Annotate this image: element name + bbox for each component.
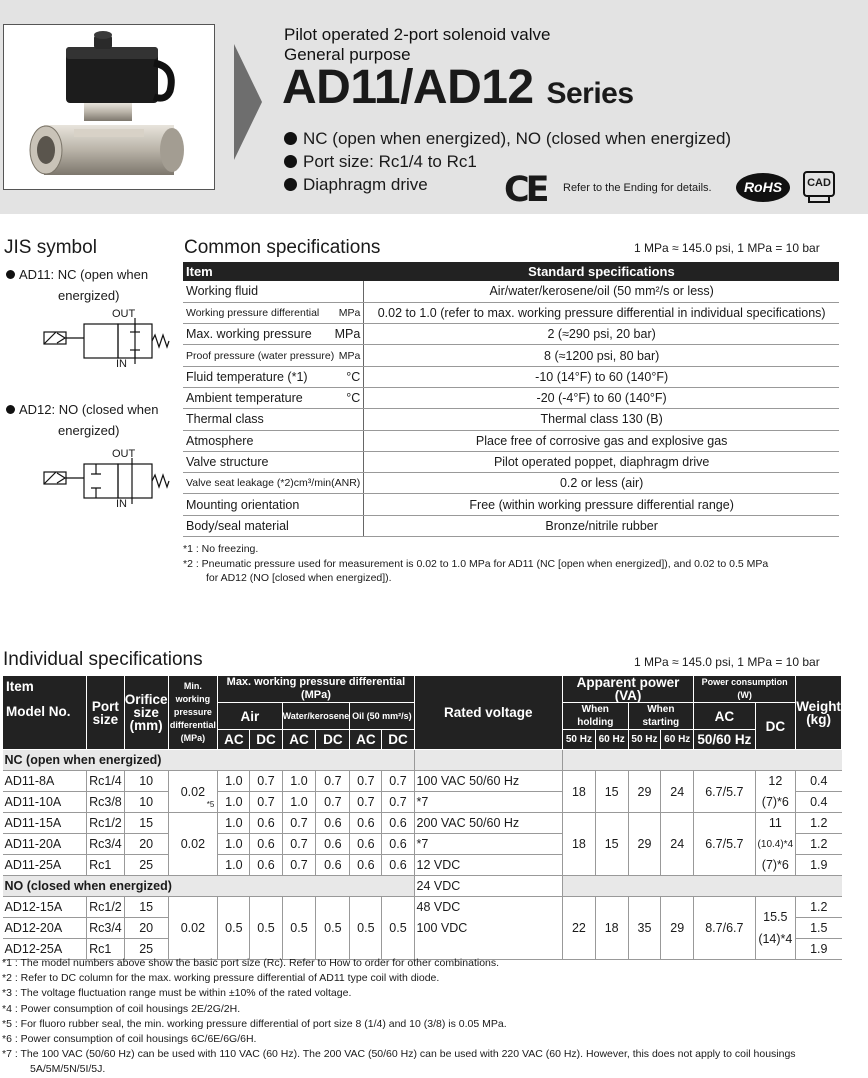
spec-item-value: 2 (≈290 psi, 20 bar) [364, 324, 839, 345]
feature-item: NC (open when energized), NO (closed when energized) [284, 127, 731, 150]
bullet-icon [284, 178, 297, 191]
note-5: *5 : For fluoro rubber seal, the min. working pressure differential of port size 8 (1/4) and 10 (3/8) is 0.05 MPa. [2, 1017, 507, 1030]
feature-item: Diaphragm drive [284, 173, 731, 196]
h-water: Water/kerosene [282, 703, 350, 730]
spec-item-label: Max. working pressure MPa [183, 324, 364, 345]
h-port-size: Port size [87, 676, 125, 750]
h-holding-60: 60 Hz [595, 730, 628, 750]
bullet-icon [284, 132, 297, 145]
note-7: *7 : The 100 VAC (50/60 Hz) can be used with 110 VAC (60 Hz). The 200 VAC (50/60 Hz) can be used with 220 VAC (60 Hz). However, this does not apply to coil housings 5A/5M/5N/5I/5J. [2, 1048, 796, 1076]
spec-item-value: Pilot operated poppet, diaphragm drive [364, 451, 839, 472]
ad11-valve-symbol-icon: OUT IN [40, 306, 170, 377]
table-row [183, 494, 839, 515]
subtitle-line2: General purpose [284, 45, 411, 64]
spec-item-label: Fluid temperature (*1) °C [183, 366, 364, 387]
series-suffix: Series [546, 77, 634, 110]
group-row-no: NO (closed when energized) 24 VDC [3, 876, 842, 897]
note-2: *2 : Refer to DC column for the max. working pressure differential of AD11 type coil with diode. [2, 972, 440, 985]
spec-item-value: Bronze/nitrile rubber [364, 515, 839, 536]
solenoid-valve-illustration [4, 25, 214, 189]
jis-symbol-title: JIS symbol [4, 237, 97, 258]
spec-item-label: Body/seal material [183, 515, 364, 536]
h-power-consumption: Power consumption (W) [694, 676, 796, 703]
spec-item-value: Place free of corrosive gas and explosive gas [364, 430, 839, 451]
table-row: AD11-10A Rc3/8 10 1.0 0.7 1.0 0.7 0.7 0.7 *7 (7)*6 0.4 [3, 792, 842, 813]
spec-item-value: 0.02 to 1.0 (refer to max. working pressure differential in individual specifications) [364, 302, 839, 323]
table-row [183, 409, 839, 430]
table-row: AD11-8A Rc1/4 10 0.02 *5 1.0 0.7 1.0 0.7 0.7 0.7 100 VAC 50/60 Hz 18 15 29 24 6.7/5.7 12 0.4 [3, 771, 842, 792]
h-dc-power: DC [755, 703, 796, 750]
h-ac-power: AC [694, 703, 755, 730]
subtitle-line1: Pilot operated 2-port solenoid valve [284, 25, 551, 44]
common-unit-conversion: 1 MPa ≈ 145.0 psi, 1 MPa = 10 bar [634, 241, 820, 255]
table-row [183, 366, 839, 387]
spec-item-value: Thermal class 130 (B) [364, 409, 839, 430]
spec-item-label: Mounting orientation [183, 494, 364, 515]
h-starting: When starting [628, 703, 694, 730]
bullet-icon [284, 155, 297, 168]
bullet-icon [6, 270, 15, 279]
h-item-model: Item Model No. [3, 676, 87, 750]
h-starting-50: 50 Hz [628, 730, 661, 750]
h-ac-freq: 50/60 Hz [694, 730, 755, 750]
spec-item-value: Free (within working pressure differential range) [364, 494, 839, 515]
h-orifice-size: Orifice size (mm) [124, 676, 168, 750]
col-item: Item [183, 262, 364, 281]
ad12-symbol-label: AD12: NO (closed when energized) [6, 399, 158, 441]
spec-item-label: Thermal class [183, 409, 364, 430]
table-row [183, 387, 839, 408]
table-row: AD12-25A Rc1 25 1.9 [3, 939, 842, 960]
table-row: AD11-25A Rc1 25 1.0 0.6 0.7 0.6 0.6 0.6 12 VDC (7)*6 1.9 [3, 855, 842, 876]
table-row: AD11-15A Rc1/2 15 0.02 1.0 0.6 0.7 0.6 0.6 0.6 200 VAC 50/60 Hz 18 15 29 24 6.7/5.7 11 1.2 [3, 813, 842, 834]
h-starting-60: 60 Hz [661, 730, 694, 750]
note-4: *4 : Power consumption of coil housings 2E/2G/2H. [2, 1002, 241, 1015]
table-row [183, 324, 839, 345]
spec-item-value: Air/water/kerosene/oil (50 mm²/s or less) [364, 281, 839, 302]
common-note-2-cont: for AD12 (NO [closed when energized]). [206, 572, 392, 584]
table-row: AD12-15A Rc1/2 15 0.02 0.5 0.5 0.5 0.5 0.5 0.5 48 VDC 22 18 35 29 8.7/6.7 15.5 (14)*4 1.2 [3, 897, 842, 918]
spec-item-label: Ambient temperature °C [183, 387, 364, 408]
spec-item-value: 0.2 or less (air) [364, 473, 839, 494]
h-oil-ac: AC [350, 730, 382, 750]
common-spec-table [183, 262, 839, 537]
table-row [183, 515, 839, 536]
h-rated-voltage: Rated voltage [414, 676, 562, 750]
series-name: AD11/AD12 [282, 61, 534, 114]
h-holding-50: 50 Hz [563, 730, 596, 750]
h-air-dc: DC [250, 730, 282, 750]
rohs-badge-icon: RoHS [736, 173, 790, 202]
table-row [183, 451, 839, 472]
cad-download-icon[interactable]: CAD [803, 171, 835, 197]
spec-item-value: 8 (≈1200 psi, 80 bar) [364, 345, 839, 366]
individual-spec-table [2, 675, 842, 960]
h-water-ac: AC [282, 730, 316, 750]
h-air-ac: AC [218, 730, 250, 750]
col-standard-spec: Standard specifications [364, 262, 839, 281]
individual-spec-title: Individual specifications [3, 649, 203, 670]
header-arrow [234, 44, 262, 160]
table-row: AD11-20A Rc3/4 20 1.0 0.6 0.7 0.6 0.6 0.6 *7 (10.4)*4 1.2 [3, 834, 842, 855]
table-row [183, 473, 839, 494]
note-6: *6 : Power consumption of coil housings 6C/6E/6G/6H. [2, 1033, 257, 1046]
table-row [183, 430, 839, 451]
spec-item-value: -10 (14°F) to 60 (140°F) [364, 366, 839, 387]
spec-item-label: Working pressure differential MPa [183, 302, 364, 323]
individual-notes [2, 956, 847, 1078]
h-oil: Oil (50 mm²/s) [350, 703, 414, 730]
h-apparent-power: Apparent power (VA) [563, 676, 694, 703]
ce-mark-icon: CE [504, 170, 546, 210]
table-row [183, 345, 839, 366]
h-weight: Weight (kg) [796, 676, 842, 750]
common-spec-title: Common specifications [184, 237, 381, 258]
common-note-2: *2 : Pneumatic pressure used for measurement is 0.02 to 1.0 MPa for AD11 (NC [open when energized]), and 0.02 to 0.5 MPa [183, 558, 769, 570]
h-min-pressure: Min. working pressure differential (MPa) [168, 676, 218, 750]
product-photo [3, 24, 215, 190]
h-holding: When holding [563, 703, 629, 730]
group-row-nc: NC (open when energized) [3, 750, 842, 771]
feature-item: Port size: Rc1/4 to Rc1 [284, 150, 731, 173]
spec-item-value: -20 (-4°F) to 60 (140°F) [364, 387, 839, 408]
common-note-1: *1 : No freezing. [183, 543, 259, 555]
note-3: *3 : The voltage fluctuation range must be within ±10% of the rated voltage. [2, 987, 352, 1000]
h-oil-dc: DC [382, 730, 414, 750]
h-water-dc: DC [316, 730, 350, 750]
individual-unit-conversion: 1 MPa ≈ 145.0 psi, 1 MPa = 10 bar [634, 655, 820, 669]
spec-item-label: Working fluid [183, 281, 364, 302]
table-row [183, 281, 839, 302]
spec-item-label: Proof pressure (water pressure) MPa [183, 345, 364, 366]
ad11-symbol-label: AD11: NC (open when energized) [6, 264, 148, 306]
h-max-pressure: Max. working pressure differential (MPa) [218, 676, 414, 703]
table-row: AD12-20A Rc3/4 20 100 VDC 1.5 [3, 918, 842, 939]
spec-item-label: Valve structure [183, 451, 364, 472]
ending-note: Refer to the Ending for details. [563, 182, 712, 194]
spec-item-label: Atmosphere [183, 430, 364, 451]
table-row [183, 302, 839, 323]
series-title [282, 60, 634, 115]
ad12-valve-symbol-icon: OUT IN [40, 446, 170, 517]
h-air: Air [218, 703, 282, 730]
spec-item-label: Valve seat leakage (*2) cm³/min(ANR) [183, 473, 364, 494]
bullet-icon [6, 405, 15, 414]
note-1: *1 : The model numbers above show the basic port size (Rc). Refer to How to order for other combinations. [2, 957, 500, 969]
